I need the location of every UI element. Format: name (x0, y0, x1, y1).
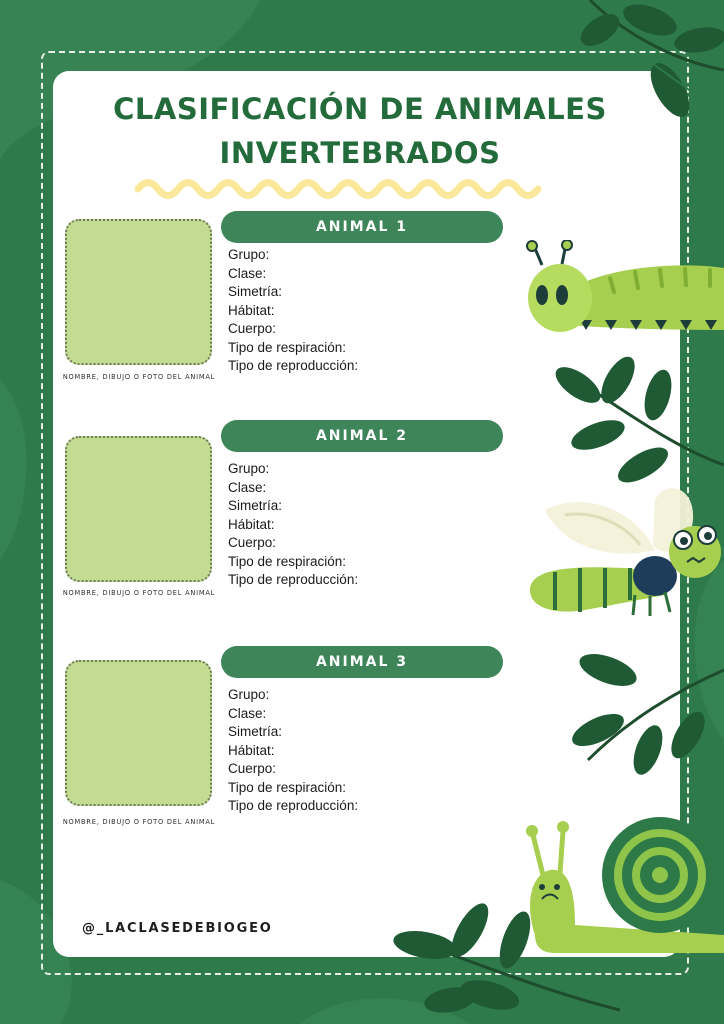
field-clase[interactable]: Clase: (228, 479, 267, 495)
animal-3-photo-box[interactable] (65, 660, 212, 806)
field-simetria[interactable]: Simetría: (228, 284, 283, 299)
page-title-line-1: CLASIFICACIÓN DE ANIMALES (113, 92, 607, 126)
field-cuerpo[interactable]: Cuerpo: (228, 535, 277, 550)
animal-2-photo-box[interactable] (65, 436, 212, 582)
field-habitat[interactable]: Hábitat: (228, 742, 275, 758)
leaf-branch-illustration (390, 900, 620, 1024)
animal-1-photo-box[interactable] (65, 219, 212, 365)
page-title-line-2: INVERTEBRADOS (219, 136, 501, 170)
field-simetria[interactable]: Simetría: (228, 498, 283, 513)
animal-1-fields (228, 246, 358, 376)
field-clase[interactable]: Clase: (228, 705, 267, 721)
field-reproduccion[interactable]: Tipo de reproducción: (228, 798, 359, 813)
animal-2-photo-caption: NOMBRE, DIBUJO O FOTO DEL ANIMAL (62, 589, 216, 597)
dragonfly-illustration (525, 480, 724, 630)
author-handle: @_LACLASEDEBIOGEO (82, 921, 273, 936)
animal-2-fields (228, 460, 358, 590)
field-habitat[interactable]: Hábitat: (228, 302, 275, 318)
field-reproduccion[interactable]: Tipo de reproducción: (228, 358, 359, 373)
leaf-branch-illustration (548, 355, 724, 495)
leaf-branch-illustration (568, 640, 724, 780)
wavy-underline (133, 176, 543, 202)
animal-3-photo-caption: NOMBRE, DIBUJO O FOTO DEL ANIMAL (62, 818, 216, 826)
field-respiracion[interactable]: Tipo de respiración: (228, 553, 347, 569)
field-habitat[interactable]: Hábitat: (228, 516, 275, 532)
caterpillar-illustration (520, 240, 724, 340)
animal-3-fields (228, 686, 358, 816)
field-respiracion[interactable]: Tipo de respiración: (228, 339, 347, 355)
animal-3-heading: ANIMAL 3 (221, 646, 503, 678)
field-cuerpo[interactable]: Cuerpo: (228, 321, 277, 336)
field-cuerpo[interactable]: Cuerpo: (228, 761, 277, 776)
field-reproduccion[interactable]: Tipo de reproducción: (228, 572, 359, 587)
animal-2-heading: ANIMAL 2 (221, 420, 503, 452)
field-simetria[interactable]: Simetría: (228, 724, 283, 739)
field-grupo[interactable]: Grupo: (228, 687, 270, 702)
animal-1-heading: ANIMAL 1 (221, 211, 503, 243)
animal-1-photo-caption: NOMBRE, DIBUJO O FOTO DEL ANIMAL (62, 373, 216, 381)
field-respiracion[interactable]: Tipo de respiración: (228, 779, 347, 795)
field-clase[interactable]: Clase: (228, 265, 267, 281)
field-grupo[interactable]: Grupo: (228, 247, 270, 262)
field-grupo[interactable]: Grupo: (228, 461, 270, 476)
